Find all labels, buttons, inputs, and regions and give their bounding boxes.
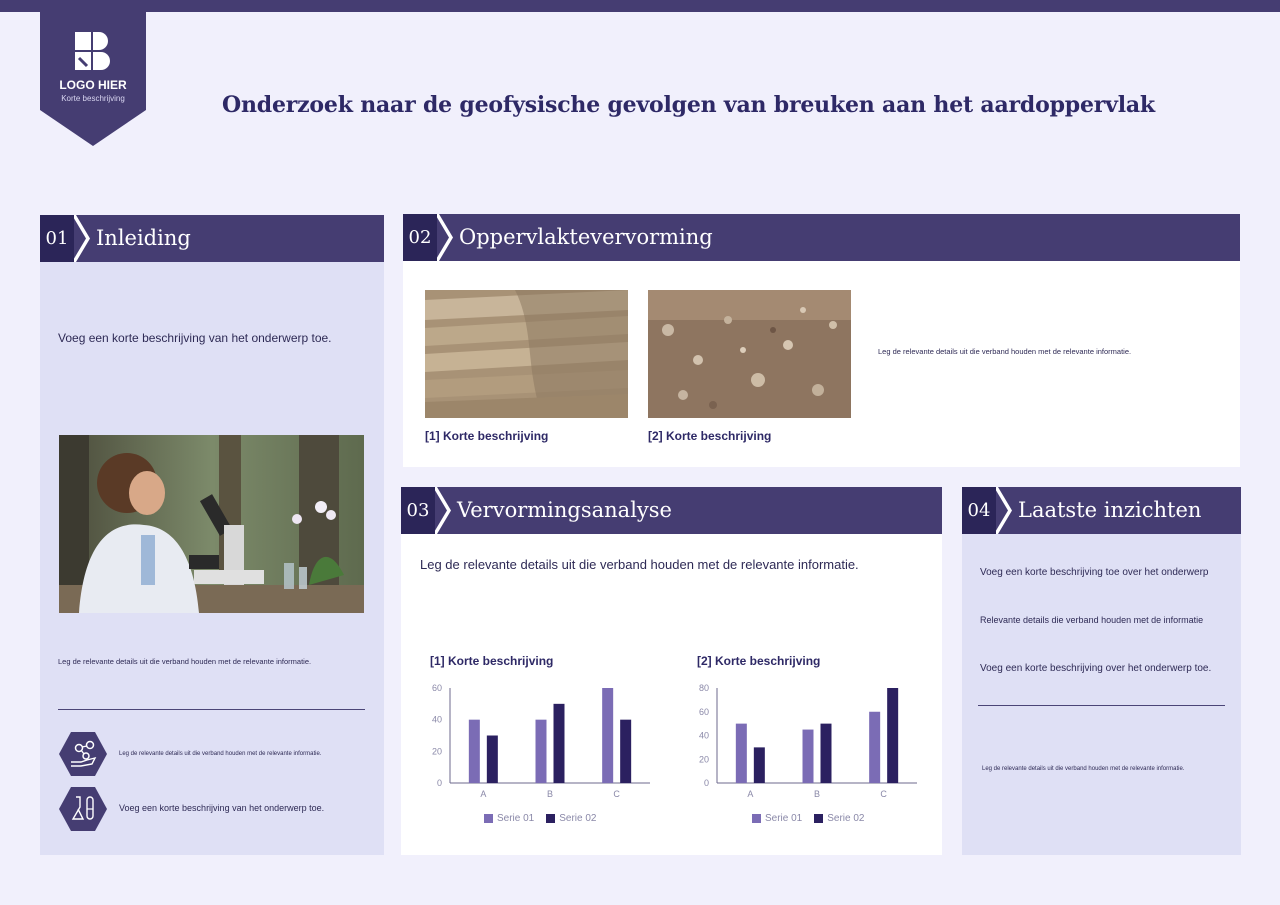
section-4-panel [962, 534, 1241, 855]
y-tick-label: 60 [698, 706, 709, 717]
bar-C-2 [887, 688, 898, 783]
lab-flasks-icon [59, 787, 107, 831]
top-bar [0, 0, 1280, 12]
x-tick-label: C [613, 789, 620, 799]
section-number: 04 [962, 487, 996, 534]
chevron-icon [72, 215, 92, 262]
y-tick-label: 20 [431, 746, 442, 757]
divider [58, 709, 365, 710]
section-4-p2: Relevante details die verband houden met de informatie [980, 615, 1204, 625]
y-tick-label: 0 [436, 778, 442, 788]
section-title: Laatste inzichten [1018, 498, 1202, 522]
y-tick-label: 20 [698, 754, 709, 765]
bar-A-1 [469, 720, 480, 783]
photo-2-caption: [2] Korte beschrijving [648, 429, 772, 443]
section-title: Inleiding [96, 226, 191, 250]
section-number: 03 [401, 487, 435, 534]
section-title: Oppervlaktevervorming [459, 225, 713, 249]
x-tick-label: A [480, 789, 487, 799]
section-2-detail: Leg de relevante details uit die verband houden met de relevante informatie. [878, 347, 1132, 356]
legend-item: Serie 02 [814, 813, 864, 824]
bar-A-2 [754, 747, 765, 783]
bar-C-2 [620, 720, 631, 783]
page-title: Onderzoek naar de geofysische gevolgen van breuken aan het aardoppervlak [222, 92, 1155, 118]
x-tick-label: C [880, 789, 887, 799]
list-item-2-text: Voeg een korte beschrijving van het onderwerp toe. [119, 803, 325, 813]
photo-1-caption: [1] Korte beschrijving [425, 429, 549, 443]
logo-subtitle: Korte beschrijving [61, 94, 125, 103]
rock-layers-photo [425, 290, 628, 418]
chart-1-legend [484, 813, 597, 824]
logo-badge [40, 12, 146, 148]
logo-title: LOGO HIER [59, 78, 127, 92]
chart-1-title: [1] Korte beschrijving [430, 654, 554, 668]
molecule-hand-icon [59, 732, 107, 776]
y-tick-label: 40 [698, 730, 709, 741]
bar-C-1 [869, 712, 880, 783]
bar-B-1 [536, 720, 547, 783]
legend-item: Serie 02 [546, 813, 596, 824]
legend-swatch [484, 814, 493, 823]
section-3-detail: Leg de relevante details uit die verband houden met de relevante informatie. [420, 557, 859, 572]
chevron-icon [433, 487, 453, 534]
section-number: 02 [403, 214, 437, 261]
section-4-header [962, 487, 1241, 534]
legend-item: Serie 01 [484, 813, 534, 824]
x-tick-label: B [546, 789, 554, 799]
bar-A-1 [736, 724, 747, 783]
section-1-detail: Leg de relevante details uit die verband houden met de relevante informatie. [58, 657, 312, 666]
list-item-1-text: Leg de relevante details uit die verband houden met de relevante informatie. [119, 751, 322, 757]
legend-swatch [752, 814, 761, 823]
bar-B-2 [554, 704, 565, 783]
section-3-header [401, 487, 942, 534]
section-1-intro: Voeg een korte beschrijving van het onderwerp toe. [58, 331, 332, 345]
divider [978, 705, 1225, 706]
chart-2-title: [2] Korte beschrijving [697, 654, 821, 668]
legend-swatch [814, 814, 823, 823]
chevron-icon [435, 214, 455, 261]
bar-chart-1 [420, 678, 660, 808]
scientist-microscope-photo [59, 435, 364, 613]
y-tick-label: 40 [431, 714, 442, 725]
y-tick-label: 80 [698, 683, 709, 693]
bar-A-2 [487, 736, 498, 784]
x-tick-label: B [813, 789, 821, 799]
x-tick-label: A [747, 789, 754, 799]
logo-icon [73, 32, 113, 70]
bar-B-2 [821, 724, 832, 783]
legend-item: Serie 01 [752, 813, 802, 824]
soil-surface-photo [648, 290, 851, 418]
section-4-p1: Voeg een korte beschrijving toe over het onderwerp [980, 567, 1209, 578]
chevron-icon [994, 487, 1014, 534]
section-2-header [403, 214, 1240, 261]
bar-B-1 [803, 730, 814, 783]
bar-chart-2 [687, 678, 927, 808]
bar-C-1 [602, 688, 613, 783]
y-tick-label: 60 [431, 683, 442, 693]
section-title: Vervormingsanalyse [457, 498, 672, 522]
chart-2-legend [752, 813, 865, 824]
y-tick-label: 0 [703, 778, 709, 788]
legend-swatch [546, 814, 555, 823]
section-4-p3: Voeg een korte beschrijving over het onderwerp toe. [980, 663, 1212, 674]
section-1-header [40, 215, 384, 262]
section-number: 01 [40, 215, 74, 262]
section-4-p4: Leg de relevante details uit die verband houden met de relevante informatie. [982, 766, 1185, 772]
